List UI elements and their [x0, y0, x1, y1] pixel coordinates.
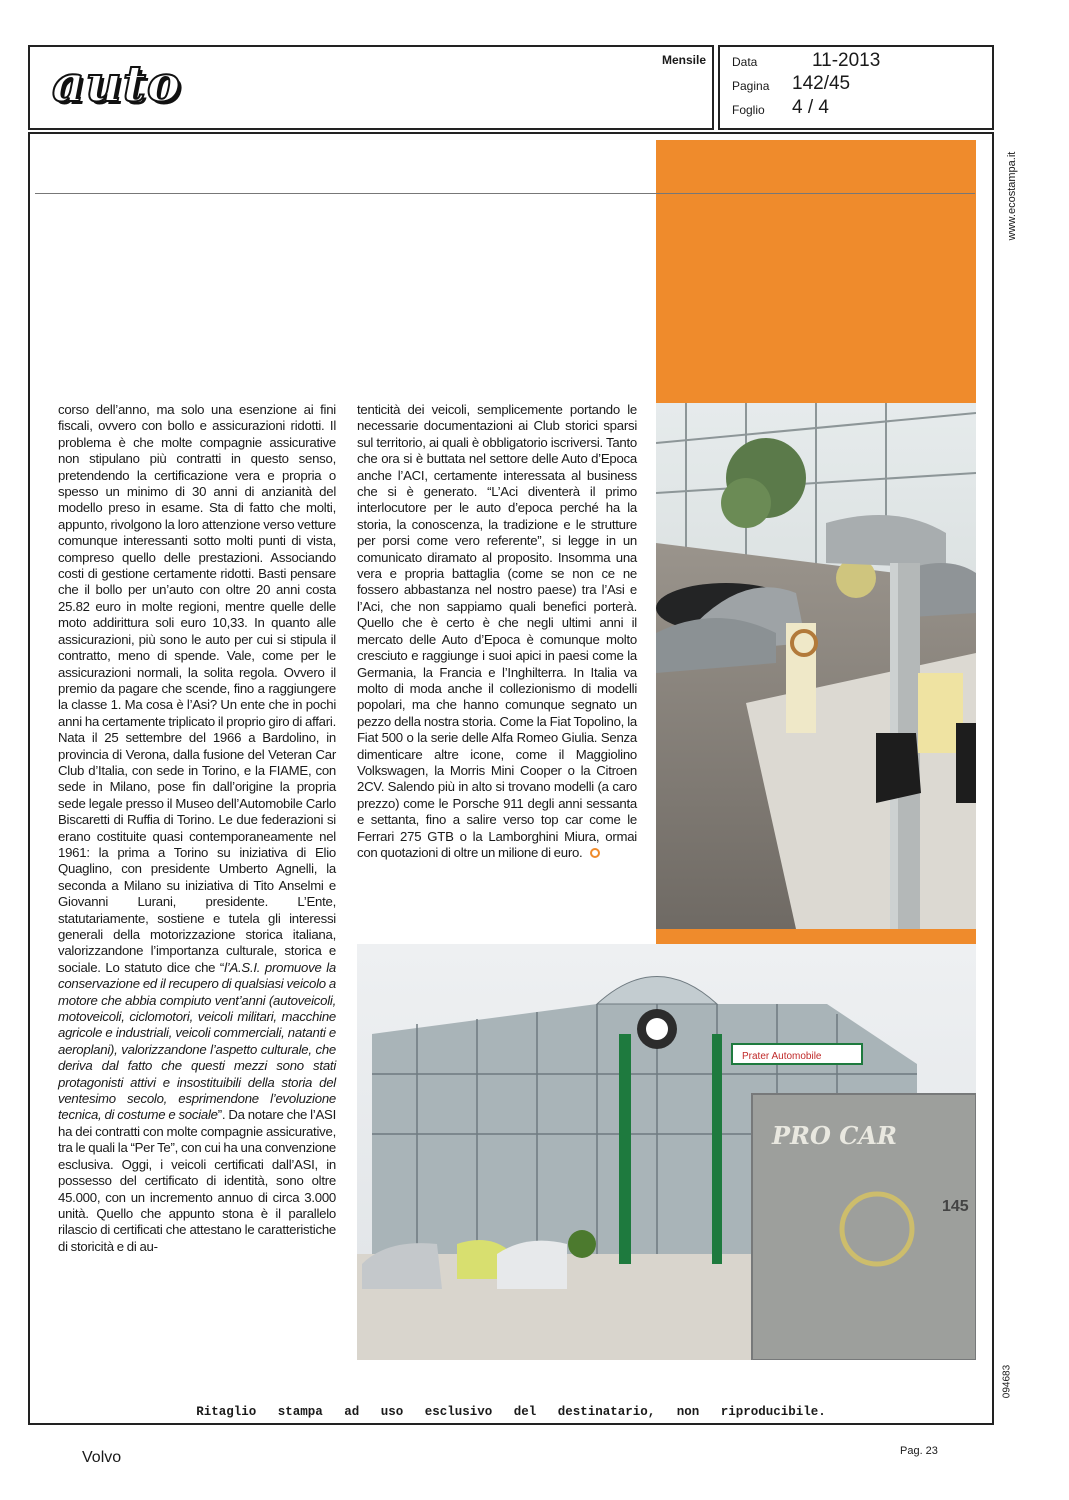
- side-code: 094683: [1001, 1364, 1013, 1399]
- sign-text: PRO CAR: [772, 1121, 897, 1150]
- header-meta: [718, 45, 994, 130]
- side-url: www.ecostampa.it: [1006, 151, 1018, 241]
- meta-data-value: 11-2013: [812, 50, 881, 71]
- meta-pagina-value: 142/45: [792, 73, 851, 94]
- footer-brand: Volvo: [82, 1449, 122, 1466]
- top-rule: [35, 193, 975, 194]
- meta-foglio-value: 4 / 4: [792, 97, 829, 118]
- page-number: 145: [942, 1198, 969, 1215]
- frequency-label: Mensile: [661, 53, 706, 67]
- auto-logo: auto: [52, 54, 182, 113]
- meta-foglio-label: Foglio: [732, 103, 765, 117]
- meta-pagina-label: Pagina: [732, 79, 770, 93]
- col1-text-a: corso dell’anno, ma solo una esenzione ai fini fiscali, ovvero con bollo e assicurazioni ridotti. Il problema è che molte compagnie assicurative non stipulano più contratti in questo senso, pretendendo la certificazione vera e propria o spesso un minimo di 30 anni di anzianità del modello preso in esame. Sta di fatto che molti, appunto, rivolgono la loro attenzione verso vetture comunque interessanti sotto molti punti di vista, compreso quello delle prestazioni. Associando costi di gestione certamente ridotti. Basti pensare che il bollo per un’auto con oltre 20 anni costa 25.82 euro in molte regioni, mentre quelle delle moto addirittura soli euro 10,33. In quanto alle assicurazioni, più sono le auto per cui si stipula il contratto, meno di spende. Vale, come per le assicurazioni normali, la solita regola. Ovvero il premio da pagare che scende, fino a raggiungere la classe 1. Ma cosa è l’Asi? Un ente che in pochi anni ha certamente triplicato il proprio giro di affari. Nata il 25 settembre del 1966 a Bardolino, in provincia di Verona, dalla fusione del Veteran Car Club d’Italia, con sede in Torino, e la FIAME, con sede in Milano, pose fin dall’origine la propria sede legale presso il Museo dell’Automobile Carlo Biscaretti di Ruffia di Torino. Le due federazioni si erano costituite quasi contemporaneamente nel 1961: la prima a Torino su iniziativa di Elio Quaglino, con presidente Umberto Agnelli, la seconda a Milano su iniziativa di Tito Anselmi e Giovanni Lurani, presidente. L’Ente, statutariamente, sostiene e tutela gli interessi generali della motorizzazione storica italiana, valorizzandone l’importanza culturale, storica e sociale. Lo statuto dice che “: [58, 402, 336, 975]
- dealership-exterior-photo: [357, 944, 976, 1360]
- footer-page: Pag. 23: [900, 1445, 938, 1457]
- end-mark-icon: [590, 848, 600, 858]
- banner-text: Prater Automobile: [742, 1051, 822, 1062]
- showroom-interior-photo: [656, 403, 976, 929]
- col2-text: tenticità dei veicoli, semplicemente portando le necessarie documentazioni ai Club storici sparsi sul territorio, ai quali è obbligatorio iscriversi. Tanto che ora si è buttata nel settore delle Auto d’Epoca anche l’ACI, certamente interessata al business che si è generato. “L’Aci diventerà il primo interlocutore per le auto d’epoca perché ha la storia, la conoscenza, la tradizione e le strutture per porsi come vero referente”, si legge in un comunicato diramato al proposito. Insomma una vera e propria battaglia (come se non ce ne fossero abbastanza nel nostro paese) tra l’Asi e l’Aci, che non sappiamo quali benefici porterà. Quello che è certo è che negli ultimi anni il mercato delle Auto d’Epoca è comunque molto cresciuto e raggiunge i suoi apici in paesi come la Germania, la Francia e l’Inghilterra. In Italia va molto di moda anche il collezionismo di modelli popolari, ma che hanno comunque segnato un pezzo della nostra storia. Come la Fiat Topolino, la Fiat 500 o la serie delle Alfa Romeo Giulia. Senza dimenticare altre icone, come il Maggiolino Volkswagen, la Morris Mini Cooper o la Citroen 2CV. Salendo più in alto si trovano modelli (a caro prezzo) come le Porsche 911 degli anni sessanta e settanta, fino a salire verso top car come le Ferrari 275 GTB o la Lamborghini Miura, ormai con quotazioni di oltre un milione di euro.: [357, 402, 637, 860]
- header-masthead: [28, 45, 714, 130]
- col1-quote: l’A.S.I. promuove la conservazione ed il recupero di qualsiasi veicolo a motore che abbia compiuto vent’anni (autoveicoli, motoveicoli, ciclomotori, veicoli militari, macchine agricole e industriali, veicoli commerciali, natanti e aeroplani), valorizzandone l’aspetto culturale, che deriva dal fatto che questi mezzi sono stati protagonisti attivi e insostituibili della storia del ventesimo secolo, esprimendone l’evoluzione tecnica, di costume e sociale: [58, 959, 336, 1123]
- article-column-2: [357, 402, 637, 861]
- col1-text-b: ”. Da notare che l’ASI ha dei contratti con molte compagnie assicurative, tra le quali la “Per Te”, con cui ha una convenzione esclusiva. Oggi, i veicoli certificati dall’ASI, in possesso del certificato di identità, sono oltre 45.000, con un incremento annuo di circa 3.000 unità. Quello che appunto stona è il parallelo rilascio di certificati che attestano le caratteristiche di storicità e di au-: [58, 1107, 336, 1254]
- disclaimer: Ritaglio stampa ad uso esclusivo del destinatario, non riproducibile.: [196, 1405, 826, 1419]
- meta-data-label: Data: [732, 55, 758, 69]
- article-column-1: [58, 402, 336, 1255]
